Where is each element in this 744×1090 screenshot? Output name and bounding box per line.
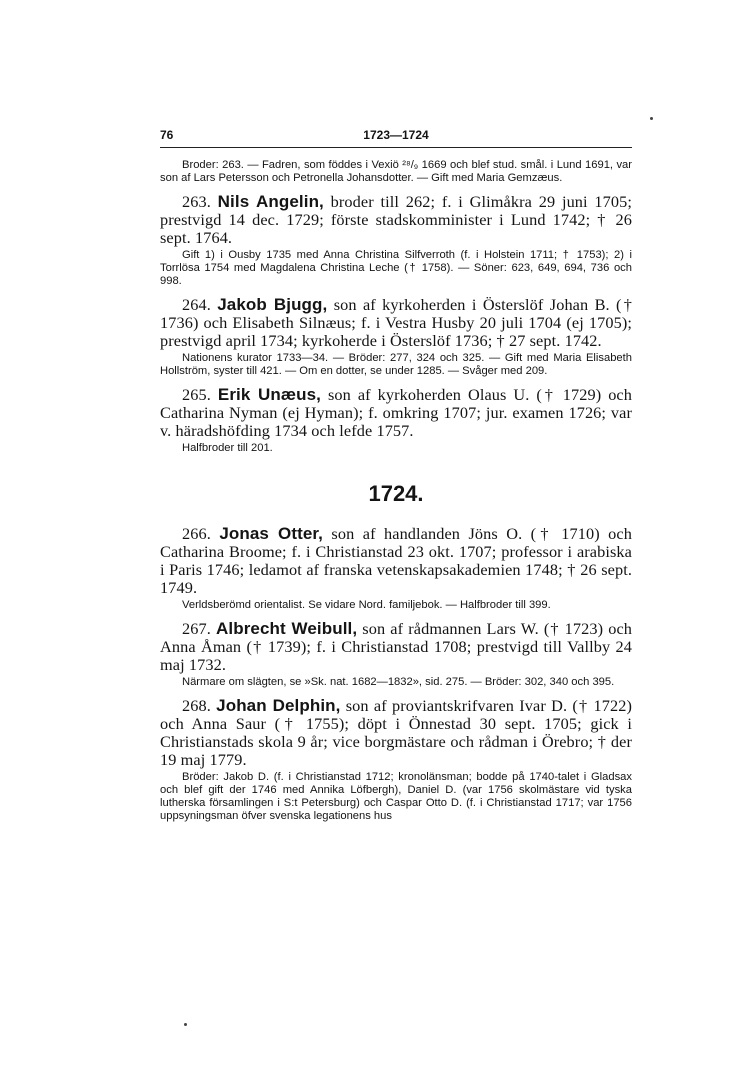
entry-note — [160, 352, 632, 378]
entry-text: son af rådmannen Lars W. († 1723) och Anna Åman († 1739); f. i Christianstad 1708; prestvigd till Vallby 24 maj 1732. — [160, 619, 633, 674]
register-entry — [160, 525, 632, 597]
book-page — [160, 126, 632, 823]
running-header — [160, 126, 632, 148]
entry-note — [160, 771, 632, 823]
entry-note — [160, 676, 632, 689]
entry-person-name: Jakob Bjugg, — [217, 295, 328, 314]
entry-person-name: Jonas Otter, — [219, 524, 324, 543]
page-body — [160, 159, 632, 823]
entry-text: son af kyrkoherden i Österslöf Johan B. († 1736) och Elisabeth Silnæus; f. i Vestra Husby 20 juli 1704 (ej 1705); prestvigd april 1734; kyrkoherde i Österslöf 1736; † 27 sept. 1742. — [160, 295, 632, 350]
note-text: Bröder: Jakob D. (f. i Christianstad 1712; kronolänsman; bodde på 1740-talet i Gladsax och blef gift der 1746 med Annika Löfbergh), Daniel D. (var 1756 skolmästare vid tyska lutherska församlingen i S:t Petersburg) och Caspar Otto D. (f. i Christianstad 1717; var 1756 uppsyningsman öfver svenska legationens hus — [160, 771, 632, 822]
entry-person-name: Nils Angelin, — [217, 192, 324, 211]
note-text: Nationens kurator 1733—34. — Bröder: 277, 324 och 325. — Gift med Maria Elisabeth Hollström, syster till 421. — Om en dotter, se under 1285. — Svåger med 209. — [160, 352, 632, 377]
note-text: Närmare om slägten, se »Sk. nat. 1682—1832», sid. 275. — Bröder: 302, 340 och 395. — [182, 676, 615, 688]
entry-note — [160, 159, 632, 185]
entry-text: broder till 262; f. i Glimåkra 29 juni 1705; prestvigd 14 dec. 1729; förste stadskomminister i Lund 1742; † 26 sept. 1764. — [160, 192, 633, 247]
entry-text: son af kyrkoherden Olaus U. († 1729) och Catharina Nyman (ej Hyman); f. omkring 1707; jur. examen 1726; var v. häradshöfding 1734 och lefde 1757. — [160, 385, 633, 440]
speck-top-right — [650, 117, 653, 120]
note-text: Broder: 263. — Fadren, som föddes i Vexiö ²⁸/₉ 1669 och blef stud. smål. i Lund 1691, var son af Lars Petersson och Petronella Johansdotter. — Gift med Maria Gemzæus. — [160, 159, 632, 184]
entry-text: son af handlanden Jöns O. († 1710) och Catharina Broome; f. i Christianstad 23 okt. 1707; professor i arabiska i Paris 1746; ledamot af franska vetenskapsakademien 1748; † 26 sept. 1749. — [160, 524, 632, 597]
register-entry — [160, 620, 632, 674]
entry-number: 267. — [182, 619, 211, 638]
note-text: Verldsberömd orientalist. Se vidare Nord. familjebok. — Halfbroder till 399. — [182, 599, 551, 611]
speck-bottom-left — [184, 1023, 187, 1026]
page-number: 76 — [160, 128, 174, 142]
register-entry — [160, 296, 632, 350]
entry-note — [160, 599, 632, 612]
entry-number: 265. — [182, 385, 211, 404]
entry-person-name: Erik Unæus, — [217, 385, 321, 404]
entry-number: 263. — [182, 192, 211, 211]
note-text: Halfbroder till 201. — [182, 442, 273, 454]
header-year-range: 1723—1724 — [363, 128, 429, 142]
entry-note — [160, 442, 632, 455]
entry-number: 268. — [182, 696, 211, 715]
entry-number: 266. — [182, 524, 211, 543]
note-text: Gift 1) i Ousby 1735 med Anna Christina Silfverroth (f. i Holstein 1711; † 1753); 2) i Torrlösa 1754 med Magdalena Christina Leche († 1758). — Söner: 623, 649, 694, 736 och 998. — [160, 249, 632, 287]
register-entry — [160, 193, 632, 247]
register-entry — [160, 386, 632, 440]
entry-number: 264. — [182, 295, 211, 314]
entry-person-name: Johan Delphin, — [216, 696, 341, 715]
entry-text: son af proviantskrifvaren Ivar D. († 1722) och Anna Saur († 1755); döpt i Önnestad 30 sept. 1705; gick i Christianstads skola 9 år; vice borgmästare och rådman i Örebro; † der 19 maj 1779. — [160, 696, 633, 769]
year-heading: 1724. — [368, 481, 424, 506]
entry-note — [160, 249, 632, 288]
register-entry — [160, 697, 632, 769]
entry-person-name: Albrecht Weibull, — [216, 619, 358, 638]
